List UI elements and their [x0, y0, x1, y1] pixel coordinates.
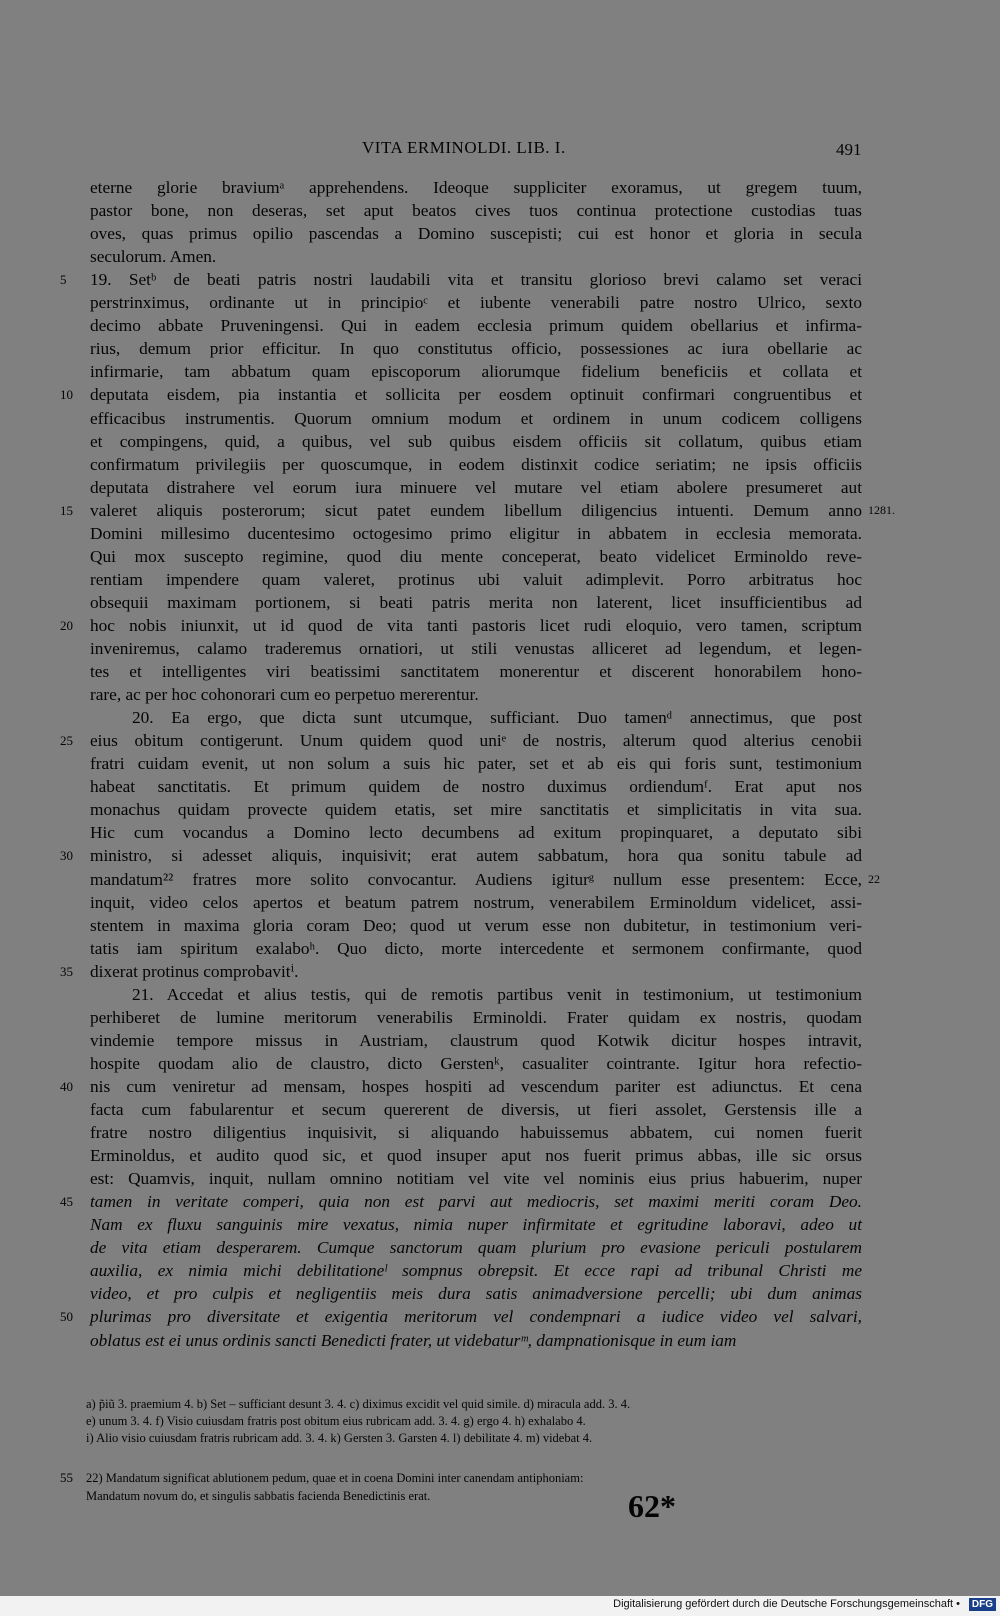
text-line — [0, 1121, 1000, 1144]
line-text: auxilia, ex nimia michi debilitationeˡ sompnus obrepsit. Et ecce rapi ad tribunal Christi me — [90, 1261, 862, 1281]
line-text: stentem in maxima gloria coram Deo; quod ut verum esse non dubitetur, in testimonium veri- — [90, 915, 862, 935]
text-line — [0, 1213, 1000, 1236]
text-line — [0, 752, 1000, 775]
line-text: Hic cum vocandus a Domino lecto decumbens ad exitum propinquaret, a deputato sibi — [90, 823, 862, 843]
text-line — [0, 407, 1000, 430]
page-number: 491 — [836, 140, 862, 159]
line-text: rentiam impendere quam valeret, protinus ubi valuit adimplevit. Porro arbitratus hoc — [90, 569, 862, 589]
text-line — [0, 268, 1000, 291]
text-line — [0, 476, 1000, 499]
footer-text: Digitalisierung gefördert durch die Deutsche Forschungsgemeinschaft • — [613, 1598, 960, 1610]
text-line — [0, 545, 1000, 568]
text-line — [0, 176, 1000, 199]
text-line — [0, 245, 1000, 268]
line-number: 20 — [60, 617, 73, 633]
text-line — [0, 522, 1000, 545]
line-number: 55 — [60, 1470, 73, 1485]
text-line — [0, 891, 1000, 914]
text-line — [0, 1144, 1000, 1167]
line-text: Domini millesimo ducentesimo octogesimo primo eligitur in abbatem in ecclesia memorata. — [90, 523, 862, 543]
line-text: oblatus est ei unus ordinis sancti Benedicti frater, ut videbaturᵐ, dampnationisque in eum iam — [90, 1330, 737, 1350]
line-text: efficacibus instrumentis. Quorum omnium modum et ordinem in unum codicem colligens — [90, 408, 862, 428]
line-number: 15 — [60, 502, 73, 518]
line-text: inveniremus, calamo traderemus ornatiori, ut stili venustas alliceret ad legendum, et legen- — [90, 639, 862, 658]
signature-mark: 62* — [628, 1488, 676, 1524]
line-number: 30 — [60, 848, 73, 864]
text-line — [0, 591, 1000, 614]
text-line — [0, 1075, 1000, 1098]
line-text: deputata distrahere vel eorum iura minuere vel mutare vel etiam abolere presumeret aut — [90, 477, 862, 497]
text-line — [0, 729, 1000, 752]
margin-note: 1281. — [868, 502, 895, 517]
line-text: perstrinximus, ordinante ut in principioᶜ et iubente venerabili patre nostro Ulrico, sexto — [90, 293, 862, 313]
digitization-footer — [0, 1596, 1000, 1616]
line-number: 50 — [60, 1309, 73, 1325]
line-text: monachus quidam provecte quidem etatis, set mire sanctitatis et simplicitatis in vita sua. — [90, 800, 862, 820]
text-line — [0, 821, 1000, 844]
text-line — [0, 868, 1000, 891]
line-text: de vita etiam desperarem. Cumque sanctorum quam plurium pro evasione periculi postularem — [90, 1238, 862, 1258]
line-text: mandatum²² fratres more solito convocantur. Audiens igiturᵍ nullum esse presentem: Ecce, — [90, 869, 862, 889]
margin-note: 22 — [868, 871, 880, 886]
line-text: seculorum. Amen. — [90, 247, 217, 267]
line-text: inquit, video celos apertos et beatum patrem nostrum, venerabilem Erminoldum videlicet, assi- — [90, 892, 862, 912]
text-line — [0, 1282, 1000, 1305]
line-number: 5 — [60, 272, 67, 288]
text-line — [0, 983, 1000, 1006]
line-text: et compingens, quid, a quibus, vel sub quibus eisdem officiis sit collatum, quibus etiam — [90, 431, 862, 451]
text-line — [0, 683, 1000, 706]
line-text: vindemie tempore missus in Austriam, claustrum quod Kotwik dicitur hospes intravit, — [90, 1030, 862, 1050]
text-line — [0, 222, 1000, 245]
text-line — [0, 775, 1000, 798]
line-text: rius, demum prior efficitur. In quo constitutus officio, possessiones ac iura obellarie ac — [90, 339, 862, 359]
footnote-line: i) Alio visio cuiusdam fratris rubricam add. 3. 4. k) Gersten 3. Garsten 4. l) debilitate 4. m) videbat 4. — [86, 1431, 593, 1445]
line-text: Erminoldus, et audito quod sic, et quod insuper aput nos fuerit primus abbas, ille sic orsus — [90, 1146, 862, 1166]
dfg-logo: DFG — [969, 1598, 996, 1611]
text-line — [0, 1259, 1000, 1282]
line-text: Nam ex fluxu sanguinis mire vexatus, nimia nuper infirmitate et egritudine laboravi, adeo ut — [90, 1215, 862, 1235]
text-line — [0, 337, 1000, 360]
footnote-line: 22) Mandatum significat ablutionem pedum, quae et in coena Domini inter canendam antiphoniam: — [86, 1471, 584, 1485]
text-line — [0, 1167, 1000, 1190]
text-line — [0, 568, 1000, 591]
line-number: 25 — [60, 733, 73, 749]
line-text: deputata eisdem, pia instantia et sollicita per eosdem optinuit confirmari congruentibus et — [90, 385, 862, 405]
line-text: obsequii maximam portionem, si beati patris merita non laterent, licet insufficientibus ad — [90, 592, 862, 612]
line-number: 10 — [60, 387, 73, 403]
line-text: tatis iam spiritum exalaboʰ. Quo dicto, morte intercedente et sermonem confirmante, quod — [90, 938, 862, 958]
line-text: video, et pro culpis et negligentiis meis dura satis animadversione percelli; ubi dum animas — [90, 1284, 862, 1304]
footnote-line: a) p̃iũ 3. praemium 4. b) Set – sufficiant desunt 3. 4. c) diximus excidit vel quid simile. d) miracula add. 3. 4. — [86, 1397, 631, 1411]
text-line — [0, 499, 1000, 522]
text-line — [0, 637, 1000, 660]
line-text: tes et intelligentes viri beatissimi sanctitatem monerentur et discerent honorabilem hono- — [90, 662, 862, 682]
text-line — [0, 1236, 1000, 1259]
line-text: confirmatum privilegiis per quoscumque, in eodem distinxit codice seriatim; ne ipsis officiis — [90, 454, 862, 474]
line-text: infirmarie, tam abbatum quam episcoporum aliorumque fidelium beneficiis et collata et — [90, 362, 862, 382]
text-line — [0, 291, 1000, 314]
footnote-line: e) unum 3. 4. f) Visio cuiusdam fratris post obitum eius rubricam add. 3. 4. g) ergo 4. h) exhalabo 4. — [86, 1414, 586, 1428]
text-line — [0, 706, 1000, 729]
line-text: hoc nobis iniunxit, ut id quod de vita tanti pastoris licet rudi eloquio, vero tamen, scriptum — [90, 615, 862, 635]
text-line — [0, 453, 1000, 476]
text-line — [0, 1006, 1000, 1029]
text-line — [0, 314, 1000, 337]
text-line — [0, 914, 1000, 937]
line-text: facta cum fabularentur et secum quererent de diversis, ut fieri assolet, Gerstensis ille a — [90, 1100, 862, 1119]
text-line — [0, 614, 1000, 637]
line-text: rare, ac per hoc cohonorari cum eo perpetuo mererentur. — [90, 685, 479, 705]
line-number: 45 — [60, 1194, 73, 1210]
line-text: eterne glorie braviumᵃ apprehendens. Ideoque suppliciter exoramus, ut gregem tuum, — [90, 178, 862, 197]
text-line — [0, 937, 1000, 960]
text-line — [0, 1190, 1000, 1213]
line-text: Qui mox suscepto regimine, quod diu mente conceperat, beato videlicet Erminoldo reve- — [90, 546, 862, 566]
text-line — [0, 199, 1000, 222]
text-line — [0, 430, 1000, 453]
line-text: valeret aliquis posterorum; sicut patet eundem libellum diligencius intuenti. Demum anno — [90, 500, 862, 520]
line-text: est: Quamvis, inquit, nullam omnino notitiam vel vite vel nominis eius prius habuerim, nuper — [90, 1169, 862, 1189]
text-line — [0, 660, 1000, 683]
text-line — [0, 844, 1000, 867]
line-number: 40 — [60, 1078, 73, 1094]
line-number: 35 — [60, 963, 73, 979]
text-line — [0, 1305, 1000, 1328]
running-title: VITA ERMINOLDI. LIB. I. — [362, 138, 566, 157]
line-text: ministro, si adesset aliquis, inquisivit; erat autem sabbatum, hora qua sonitu tabule ad — [90, 846, 862, 866]
line-text: 19. Setᵇ de beati patris nostri laudabili vita et transitu glorioso brevi calamo set veraci — [90, 270, 862, 290]
text-line — [0, 360, 1000, 383]
line-text: pastor bone, non deseras, set aput beatos cives tuos continua protectione custodias tuas — [90, 201, 862, 221]
line-text: fratre nostro diligentius inquisivit, si aliquando habuissemus abbatem, cui nomen fuerit — [90, 1123, 862, 1143]
text-line — [0, 1329, 1000, 1352]
line-text: tamen in veritate comperi, quia non est parvi aut mediocris, set maximi meriti coram Deo. — [90, 1192, 862, 1212]
text-line — [0, 798, 1000, 821]
line-text: fratri cuidam evenit, ut non solum a suis hic pater, set et ab eis qui foris sunt, testimonium — [90, 754, 862, 774]
text-line — [0, 960, 1000, 983]
text-line — [0, 1052, 1000, 1075]
line-text: eius obitum contigerunt. Unum quidem quod uniᵉ de nostris, alterum quod alterius cenobii — [90, 731, 862, 751]
line-text: nis cum veniretur ad mensam, hospes hospiti ad vescendum pariter est adiunctus. Et cena — [90, 1076, 862, 1096]
footnote-line: Mandatum novum do, et singulis sabbatis facienda Benedictinis erat. — [86, 1489, 431, 1503]
text-line — [0, 1029, 1000, 1052]
line-text: plurimas pro diversitate et exigentia meritorum vel condempnari a iudice video vel salvari, — [90, 1307, 862, 1327]
line-text: decimo abbate Pruveningensi. Qui in eadem ecclesia primum quidem obellarius et infirma- — [90, 316, 862, 336]
line-text: oves, quas primus opilio pascendas a Domino suscepisti; cui est honor et gloria in secula — [90, 224, 862, 244]
page-header — [0, 138, 1000, 162]
line-text: hospite quodam alio de claustro, dicto Gerstenᵏ, casualiter cointrante. Igitur hora refectio- — [90, 1053, 862, 1073]
line-text: perhiberet de lumine meritorum venerabilis Erminoldi. Frater quidam ex nostris, quodam — [90, 1007, 862, 1027]
line-text: dixerat protinus comprobavitⁱ. — [90, 961, 299, 981]
text-line — [0, 1098, 1000, 1121]
line-text: habeat sanctitatis. Et primum quidem de nostro duximus ordiendumᶠ. Erat aput nos — [90, 777, 862, 797]
text-line — [0, 383, 1000, 406]
line-text: 21. Accedat et alius testis, qui de remotis partibus venit in testimonium, ut testimonium — [132, 984, 862, 1004]
line-text: 20. Ea ergo, que dicta sunt utcumque, sufficiant. Duo tamenᵈ annectimus, que post — [132, 708, 862, 728]
